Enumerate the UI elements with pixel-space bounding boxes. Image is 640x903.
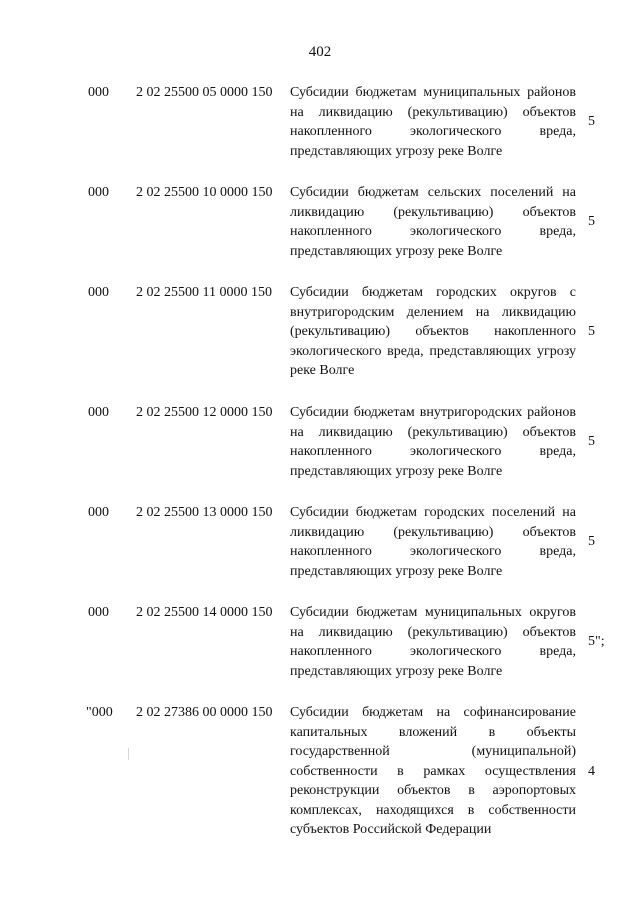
revenue-name: Субсидии бюджетам на софинансирование капитальных вложений в объекты государственной (муниципальной) собственности в рамках осуществления реконструкции объектов в аэропортовых комплексах, находящихся в собственности субъектов Российской Федерации [290,705,576,837]
norm-value: 5 [588,434,595,450]
norm-value: 5 [588,114,595,130]
page-number: 402 [308,44,332,60]
kbk-code: 2 02 25500 05 0000 150 [136,85,273,100]
table-row [0,703,640,840]
kbk-code: 2 02 27386 00 0000 150 [136,705,273,720]
revenue-name: Субсидии бюджетам сельских поселений на ликвидацию (рекультивацию) объектов накопленного экологического вреда, представляющих угрозу реке Волге [290,185,576,259]
norm-value: 5 [588,534,595,550]
table-row [0,403,640,481]
norm-value: 4 [588,763,595,779]
norm-value: 5"; [588,634,605,650]
admin-code: 000 [88,85,109,100]
revenue-name: Субсидии бюджетам муниципальных районов на ликвидацию (рекультивацию) объектов накопленного экологического вреда, представляющих угрозу реке Волге [290,85,576,159]
table-row [0,83,640,161]
admin-code: 000 [88,405,109,420]
table-row [0,183,640,261]
scan-artifact [128,748,129,760]
norm-value: 5 [588,214,595,230]
admin-code: 000 [88,605,109,620]
kbk-code: 2 02 25500 10 0000 150 [136,185,273,200]
table-row [0,503,640,581]
kbk-code: 2 02 25500 11 0000 150 [136,285,272,300]
revenue-name: Субсидии бюджетам городских поселений на ликвидацию (рекультивацию) объектов накопленного экологического вреда, представляющих угрозу реке Волге [290,505,576,579]
revenue-name: Субсидии бюджетам муниципальных округов на ликвидацию (рекультивацию) объектов накопленного экологического вреда, представляющих угрозу реке Волге [290,605,576,679]
kbk-code: 2 02 25500 12 0000 150 [136,405,273,420]
revenue-name: Субсидии бюджетам внутригородских районов на ликвидацию (рекультивацию) объектов накопленного экологического вреда, представляющих угрозу реке Волге [290,405,576,479]
kbk-code: 2 02 25500 13 0000 150 [136,505,273,520]
admin-code: 000 [88,505,109,520]
revenue-name: Субсидии бюджетам городских округов с внутригородским делением на ликвидацию (рекультивацию) объектов накопленного экологического вреда, представляющих угрозу реке Волге [290,285,576,378]
kbk-code: 2 02 25500 14 0000 150 [136,605,273,620]
table-row [0,283,640,381]
budget-table [0,83,640,862]
norm-value: 5 [588,324,595,340]
table-row [0,603,640,681]
admin-code: 000 [88,285,109,300]
admin-code: "000 [86,705,113,720]
admin-code: 000 [88,185,109,200]
